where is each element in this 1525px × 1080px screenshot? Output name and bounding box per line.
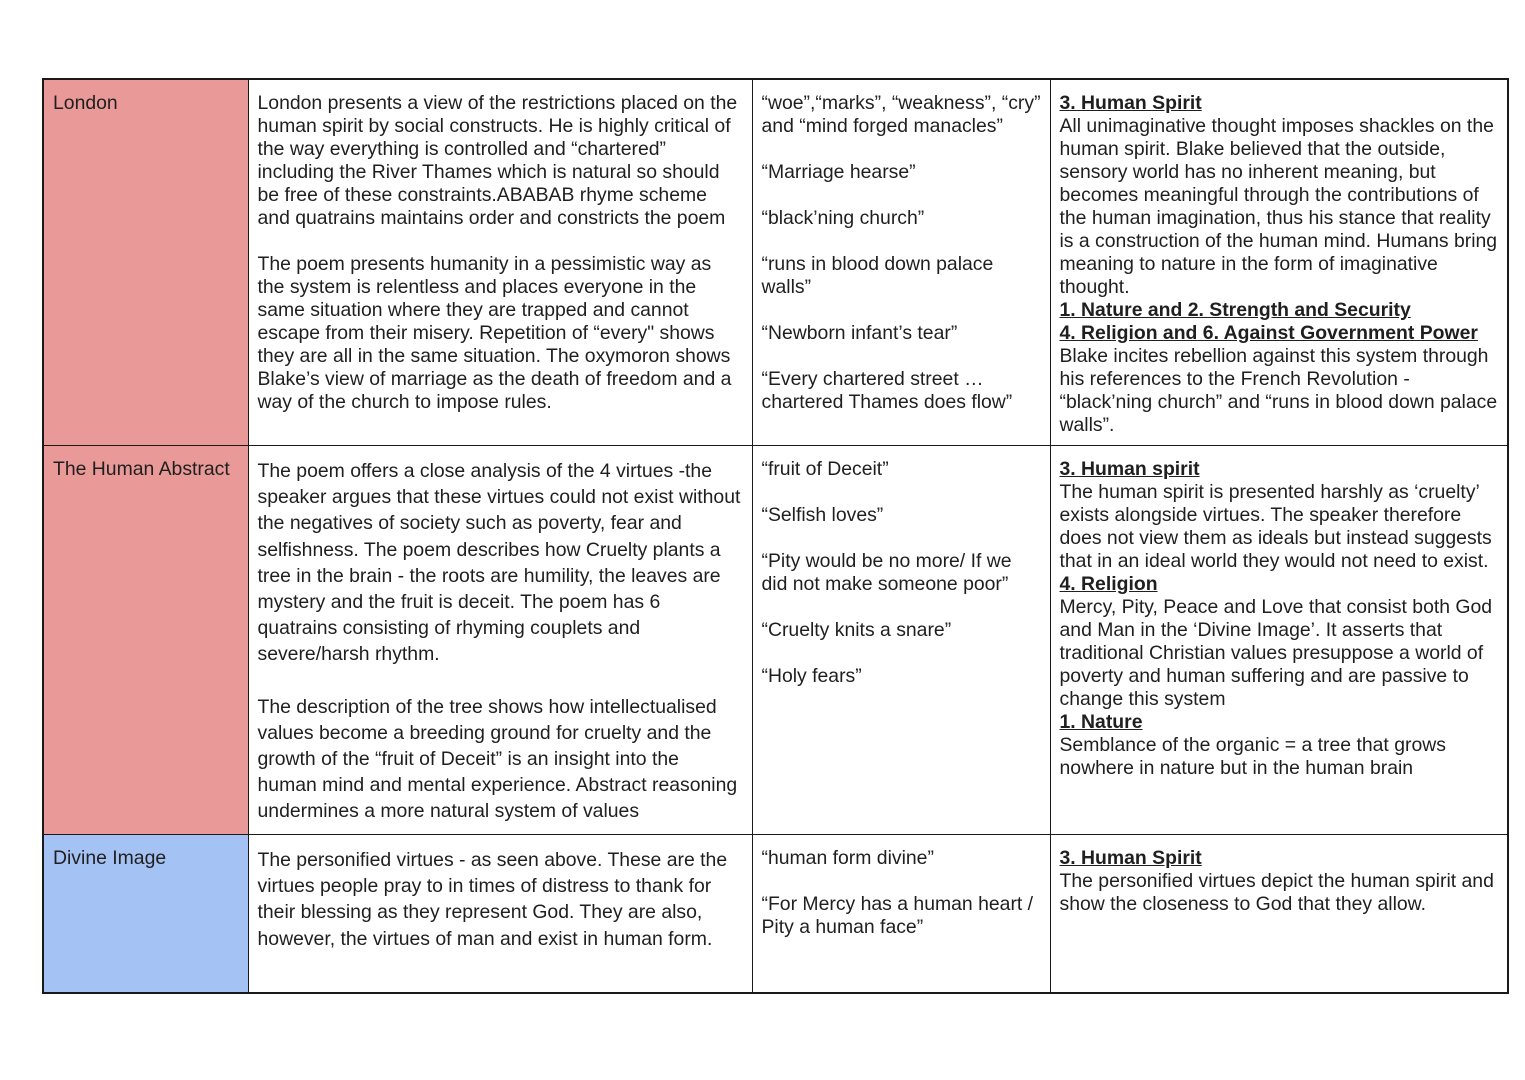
themes-cell: [1050, 79, 1508, 446]
description-paragraph: London presents a view of the restrictions placed on the human spirit by social constructs. He is highly critical of the way everything is controlled and “chartered” including the River Thames which is natural so should be free of these constraints.ABABAB rhyme scheme and quatrains maintains order and constricts the poem: [257, 92, 738, 229]
poem-analysis-table: [42, 78, 1509, 994]
theme-text: The personified virtues depict the human spirit and show the closeness to God that they allow.: [1059, 870, 1494, 915]
quotes-cell: [752, 79, 1050, 446]
quote: “Selfish loves”: [761, 504, 884, 526]
table-row: [43, 446, 1508, 835]
theme-text: All unimaginative thought imposes shackles on the human spirit. Blake believed that the outside, sensory world has no inherent meaning, but becomes meaningful through the contributions of the human imagination, thus his stance that reality is a construction of the human mind. Humans bring meaning to nature in the form of imaginative thought.: [1059, 115, 1498, 298]
theme-heading: 3. Human Spirit: [1059, 92, 1202, 114]
themes-cell: [1050, 835, 1508, 993]
quote: “black’ning church”: [761, 207, 925, 229]
poem-title: London: [53, 92, 118, 114]
theme-heading: 1. Nature and 2. Strength and Security: [1059, 299, 1411, 321]
poem-title: The Human Abstract: [53, 458, 230, 480]
quotes-cell: [752, 446, 1050, 835]
quote: “Cruelty knits a snare”: [761, 619, 952, 641]
quotes-cell: [752, 835, 1050, 993]
table-row: [43, 835, 1508, 993]
description-cell: [248, 79, 752, 446]
poem-title-cell: [43, 446, 248, 835]
description-paragraph: The poem offers a close analysis of the 4 virtues -the speaker argues that these virtues could not exist without the negatives of society such as poverty, fear and selfishness. The poem describes how Cruelty plants a tree in the brain - the roots are humility, the leaves are mystery and the fruit is deceit. The poem has 6 quatrains consisting of rhyming couplets and severe/harsh rhythm.: [257, 460, 741, 666]
quote: “fruit of Deceit”: [761, 458, 889, 480]
quote: “For Mercy has a human heart / Pity a human face”: [761, 893, 1034, 938]
poem-title-cell: [43, 835, 248, 993]
themes-cell: [1050, 446, 1508, 835]
quote: “Holy fears”: [761, 665, 862, 687]
description-paragraph: The description of the tree shows how intellectualised values become a breeding ground for cruelty and the growth of the “fruit of Deceit” is an insight into the human mind and mental experience. Abstract reasoning undermines a more natural system of values: [257, 695, 738, 823]
quote: “human form divine”: [761, 847, 934, 869]
poem-title-cell: [43, 79, 248, 446]
description-paragraph: The personified virtues - as seen above. These are the virtues people pray to in times of distress to thank for their blessing as they represent God. They are also, however, the virtues of man and exist in human form.: [257, 849, 728, 950]
quote: “woe”,“marks”, “weakness”, “cry” and “mind forged manacles”: [761, 92, 1041, 137]
description-paragraph: The poem presents humanity in a pessimistic way as the system is relentless and places everyone in the same situation where they are trapped and cannot escape from their misery. Repetition of “every" shows they are all in the same situation. The oxymoron shows Blake’s view of marriage as the death of freedom and a way of the church to impose rules.: [257, 253, 732, 413]
theme-heading: 1. Nature: [1059, 711, 1143, 733]
quote: “Pity would be no more/ If we did not make someone poor”: [761, 550, 1012, 595]
theme-text: Semblance of the organic = a tree that grows nowhere in nature but in the human brain: [1059, 734, 1446, 779]
description-cell: [248, 835, 752, 993]
quote: “Newborn infant’s tear”: [761, 322, 958, 344]
quote: “Marriage hearse”: [761, 161, 916, 183]
quote: “Every chartered street … chartered Thames does flow”: [761, 368, 1013, 413]
poem-title: Divine Image: [53, 847, 167, 869]
theme-heading: 4. Religion: [1059, 573, 1158, 595]
theme-text: Blake incites rebellion against this system through his references to the French Revolution - “black’ning church” and “runs in blood down palace walls”.: [1059, 345, 1498, 436]
theme-text: The human spirit is presented harshly as ‘cruelty’ exists alongside virtues. The speaker therefore does not view them as ideals but instead suggests that in an ideal world they would not need to exist.: [1059, 481, 1492, 572]
quote: “runs in blood down palace walls”: [761, 253, 994, 298]
theme-heading: 3. Human spirit: [1059, 458, 1200, 480]
table-row: [43, 79, 1508, 446]
theme-heading: 4. Religion and 6. Against Government Power: [1059, 322, 1478, 344]
theme-heading: 3. Human Spirit: [1059, 847, 1202, 869]
description-cell: [248, 446, 752, 835]
theme-text: Mercy, Pity, Peace and Love that consist both God and Man in the ‘Divine Image’. It asserts that traditional Christian values presuppose a world of poverty and human suffering and are passive to change this system: [1059, 596, 1493, 710]
